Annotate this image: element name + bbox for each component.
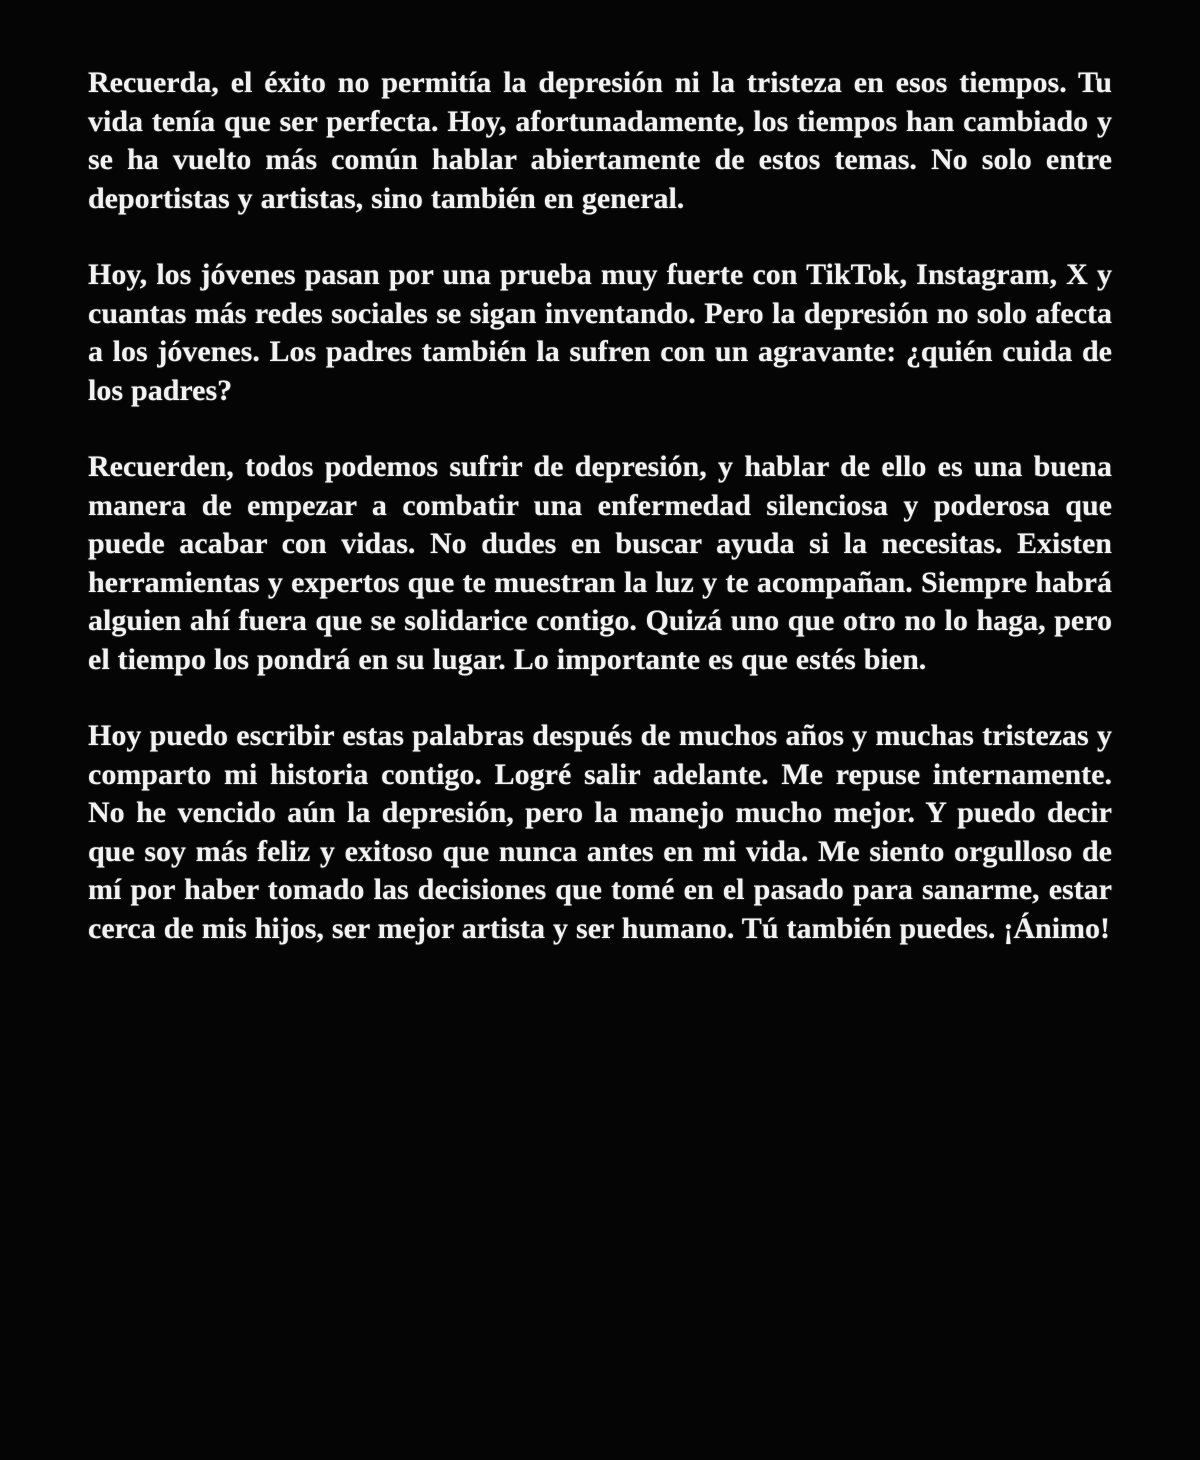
text-block (88, 64, 1112, 948)
paragraph-social-media-youth: Hoy, los jóvenes pasan por una prueba muy fuerte con TikTok, Instagram, X y cuantas más redes sociales se sigan inventando. Pero la depresión no solo afecta a los jóvenes. Los padres también la sufren con un agravante: ¿quién cuida de los padres? (88, 258, 1112, 407)
paragraph-success-and-depression: Recuerda, el éxito no permitía la depresión ni la tristeza en esos tiempos. Tu vida tenía que ser perfecta. Hoy, afortunadamente, los tiempos han cambiado y se ha vuelto más común hablar abiertamente de estos temas. No solo entre deportistas y artistas, sino también en general. (88, 66, 1112, 215)
paragraph-seek-help: Recuerden, todos podemos sufrir de depresión, y hablar de ello es una buena manera de empezar a combatir una enfermedad silenciosa y poderosa que puede acabar con vidas. No dudes en buscar ayuda si la necesitas. Existen herramientas y expertos que te muestran la luz y te acompañan. Siempre habrá alguien ahí fuera que se solidarice contigo. Quizá uno que otro no lo haga, pero el tiempo los pondrá en su lugar. Lo importante es que estés bien. (88, 450, 1112, 676)
paragraph-personal-story: Hoy puedo escribir estas palabras después de muchos años y muchas tristezas y comparto mi historia contigo. Logré salir adelante. Me repuse internamente. No he vencido aún la depresión, pero la manejo mucho mejor. Y puedo decir que soy más feliz y exitoso que nunca antes en mi vida. Me siento orgulloso de mí por haber tomado las decisiones que tomé en el pasado para sanarme, estar cerca de mis hijos, ser mejor artista y ser humano. Tú también puedes. ¡Ánimo! (88, 719, 1112, 945)
